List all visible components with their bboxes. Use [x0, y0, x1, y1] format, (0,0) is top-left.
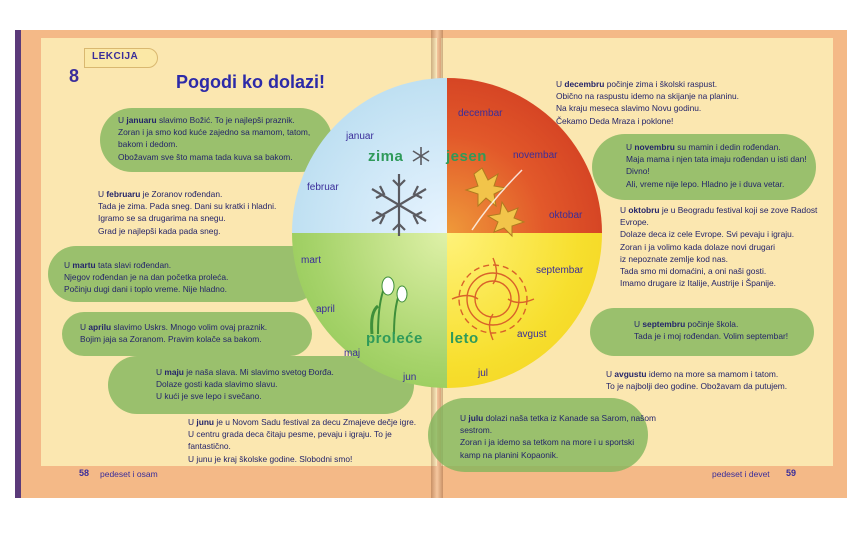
snowflake-icon	[364, 170, 434, 240]
month-label-november: novembar	[513, 150, 558, 161]
lesson-label: LEKCIJA	[92, 51, 139, 62]
month-label-may: maj	[344, 348, 361, 359]
month-label-october: oktobar	[549, 210, 583, 221]
paragraph-april: U aprilu slavimo Uskrs. Mnogo volim ovaj praznik. Bojim jaja sa Zoranom. Pravim kolače sa bakom.	[80, 322, 268, 345]
paragraph-january: U januaru slavimo Božić. To je najlepši praznik. Zoran i ja smo kod kuće zajedno sa mamom, tatom, bakom i dedom. Obožavam sve što mama tada kuva sa bakom.	[118, 115, 311, 162]
paragraph-june: U junu je u Novom Sadu festival za decu Zmajeve dečje igre. U centru grada deca čitaju pesme, pevaju i igraju. To je fantastično. U junu je kraj školske godine. Slobodni smo!	[188, 417, 417, 464]
month-label-september: septembar	[536, 265, 584, 276]
page-title: Pogodi ko dolazi!	[176, 72, 325, 92]
left-page-words: pedeset i osam	[100, 469, 158, 479]
paragraph-may: U maju je naša slava. Mi slavimo svetog Đorđa. Dolaze gosti kada slavimo slavu. U kući je sve lepo i svečano.	[156, 367, 334, 402]
autumn-leaves-icon	[462, 160, 532, 240]
left-page-number: 58	[79, 468, 90, 478]
lesson-number: 8	[69, 66, 80, 86]
paragraph-july: U julu dolazi naša tetka iz Kanade sa Sarom, našom sestrom. Zoran i ja idemo sa tetkom na more i u sportski kamp na planini Kopaonik.	[460, 413, 656, 460]
snowdrop-flower-icon	[364, 266, 414, 336]
month-label-april: april	[316, 304, 335, 315]
month-label-august: avgust	[517, 329, 547, 340]
month-label-february: februar	[307, 182, 339, 193]
month-label-july: jul	[478, 368, 489, 379]
right-page-number: 59	[786, 468, 797, 478]
month-label-june: jun	[403, 372, 417, 383]
paragraph-february: U februaru je Zoranov rođendan. Tada je zima. Pada sneg. Dani su kratki i hladni. Igramo se sa drugarima na snegu. Grad je najlepši kada pada sneg.	[98, 189, 277, 236]
right-page-words: pedeset i devet	[712, 469, 770, 479]
paragraph-october: U oktobru je u Beogradu festival koji se zove Radost Evrope. Dolaze deca iz cele Evrope. Svi pevaju i igraju. Zoran i ja volimo kada dolaze novi drugari iz nepoznate zemlje kod nas. Tada smo mi domaćini, a oni naši gosti. Imamo drugare iz Italije, Austrije i Španije.	[620, 205, 818, 289]
paragraph-september: U septembru počinje škola. Tada je i moj rođendan. Volim septembar!	[634, 319, 789, 342]
paragraph-march: U martu tata slavi rođendan. Njegov rođendan je na dan početka proleća. Počinju dugi dani i toplo vreme. Nije hladno.	[64, 260, 229, 295]
season-winter: zima	[368, 148, 404, 165]
month-label-march: mart	[301, 255, 321, 266]
season-autumn: jesen	[446, 148, 487, 165]
paragraph-december: U decembru počinje zima i školski raspust. Obično na raspustu idemo na skijanje na planinu. Na kraju meseca slavimo Novu godinu. Čekamo Deda Mraza i poklone!	[556, 79, 739, 126]
season-summer: leto	[450, 330, 479, 347]
month-label-january: januar	[346, 131, 374, 142]
paragraph-november: U novembru su mamin i dedin rođendan. Maja mama i njen tata imaju rođendan u isti dan! Divno! Ali, vreme nije lepo. Hladno je i duva vetar.	[626, 142, 807, 189]
season-spring: proleće	[366, 330, 423, 347]
small-snowflake-icon	[411, 146, 431, 166]
month-label-december: decembar	[458, 108, 503, 119]
paragraph-august: U avgustu idemo na more sa mamom i tatom. To je najbolji deo godine. Obožavam da putujem.	[606, 369, 788, 392]
